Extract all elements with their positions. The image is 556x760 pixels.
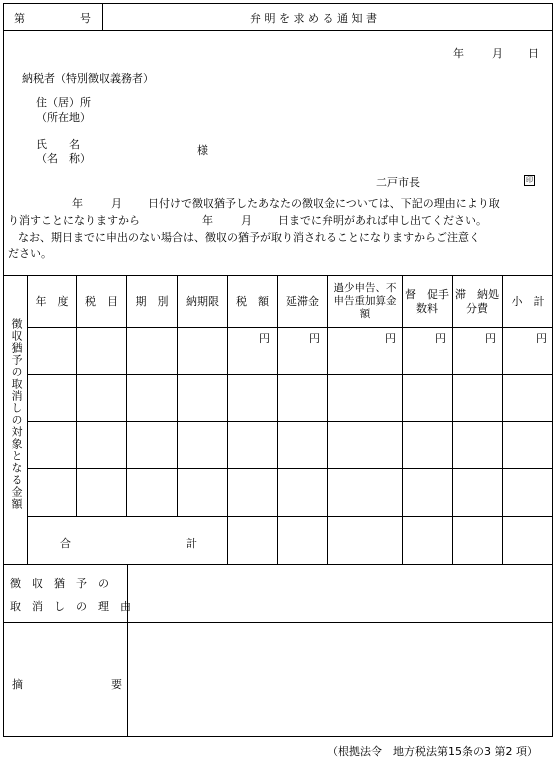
table-header-bottom [27, 327, 553, 328]
document-title: 弁 明 を 求 め る 通 知 書 [250, 12, 377, 25]
summary-label-1: 摘 [12, 678, 23, 691]
yen-unit-delinquency: 円 [309, 332, 320, 345]
number-suffix: 号 [80, 12, 91, 25]
taxpayer-label: 納税者（特別徴収義務者） [22, 72, 154, 85]
table-side-label: 徴収猶予の取消しの対象となる金額 [10, 318, 23, 510]
reason-label-line-2: 取 消 し の 理 由 [10, 600, 131, 613]
reason-label-line-1: 徴 収 猶 予 の [10, 577, 109, 590]
header-delinquency-charge: 延滞金 [286, 294, 319, 308]
total-label-1: 合 [60, 537, 71, 550]
header-additional-tax: 過少申告、不申告重加算金額 [333, 281, 397, 321]
table-row-line-4 [27, 516, 553, 517]
yen-unit-tax: 円 [259, 332, 270, 345]
seal-mark: 印 [526, 176, 533, 184]
body-line-1: 年 月 日付けで徴収猶予したあなたの徴収金については、下記の理由により取 [72, 197, 500, 210]
name-label: 氏 名 [36, 138, 80, 151]
address-label: 住（居）所 [36, 96, 91, 109]
legal-basis-footer: （根拠法令 地方税法第15条の3 第2 項） [327, 745, 538, 758]
header-period: 期 別 [135, 294, 169, 308]
header-subtotal: 小 計 [511, 294, 545, 308]
yen-unit-subtotal: 円 [536, 332, 547, 345]
date-month-label: 月 [492, 47, 503, 60]
body-line-4: ださい。 [8, 247, 52, 260]
issuer-title: 二戸市長 [376, 176, 420, 189]
total-label-2: 計 [186, 537, 197, 550]
header-tax-item: 税 目 [85, 294, 118, 308]
table-col-line-8 [452, 275, 453, 564]
reason-bottom-border [3, 622, 553, 623]
table-col-line-7 [402, 275, 403, 564]
date-day-label: 日 [528, 47, 539, 60]
table-col-line-6 [327, 275, 328, 564]
date-year-label: 年 [453, 47, 464, 60]
header-divider [3, 30, 553, 31]
table-row-line-3 [27, 468, 553, 469]
header-reminder-fee: 督 促手数料 [405, 287, 449, 315]
honorific-label: 様 [197, 144, 208, 157]
header-disposition-cost: 滞 納処分費 [455, 287, 499, 315]
header-due-date: 納期限 [186, 294, 219, 308]
body-line-3: なお、期日までに申出のない場合は、徴収の猶予が取り消されることになりますからご注意く [18, 231, 480, 244]
number-prefix: 第 [14, 12, 25, 25]
header-fiscal-year: 年 度 [35, 294, 69, 308]
table-bottom-border [3, 564, 553, 565]
reason-label-divider [127, 564, 128, 737]
table-row-line-1 [27, 374, 553, 375]
yen-unit-additional: 円 [385, 332, 396, 345]
header-tax-amount: 税 額 [236, 294, 269, 308]
summary-label-2: 要 [111, 678, 122, 691]
table-row-line-2 [27, 421, 553, 422]
name-sub-label: （名 称） [36, 152, 91, 165]
body-line-2: り消すことになりますから 年 月 日までに弁明があれば申し出てください。 [8, 214, 487, 227]
yen-unit-disposition: 円 [485, 332, 496, 345]
yen-unit-reminder: 円 [435, 332, 446, 345]
address-sub-label: （所在地） [36, 111, 91, 124]
header-vertical-divider [102, 3, 103, 31]
